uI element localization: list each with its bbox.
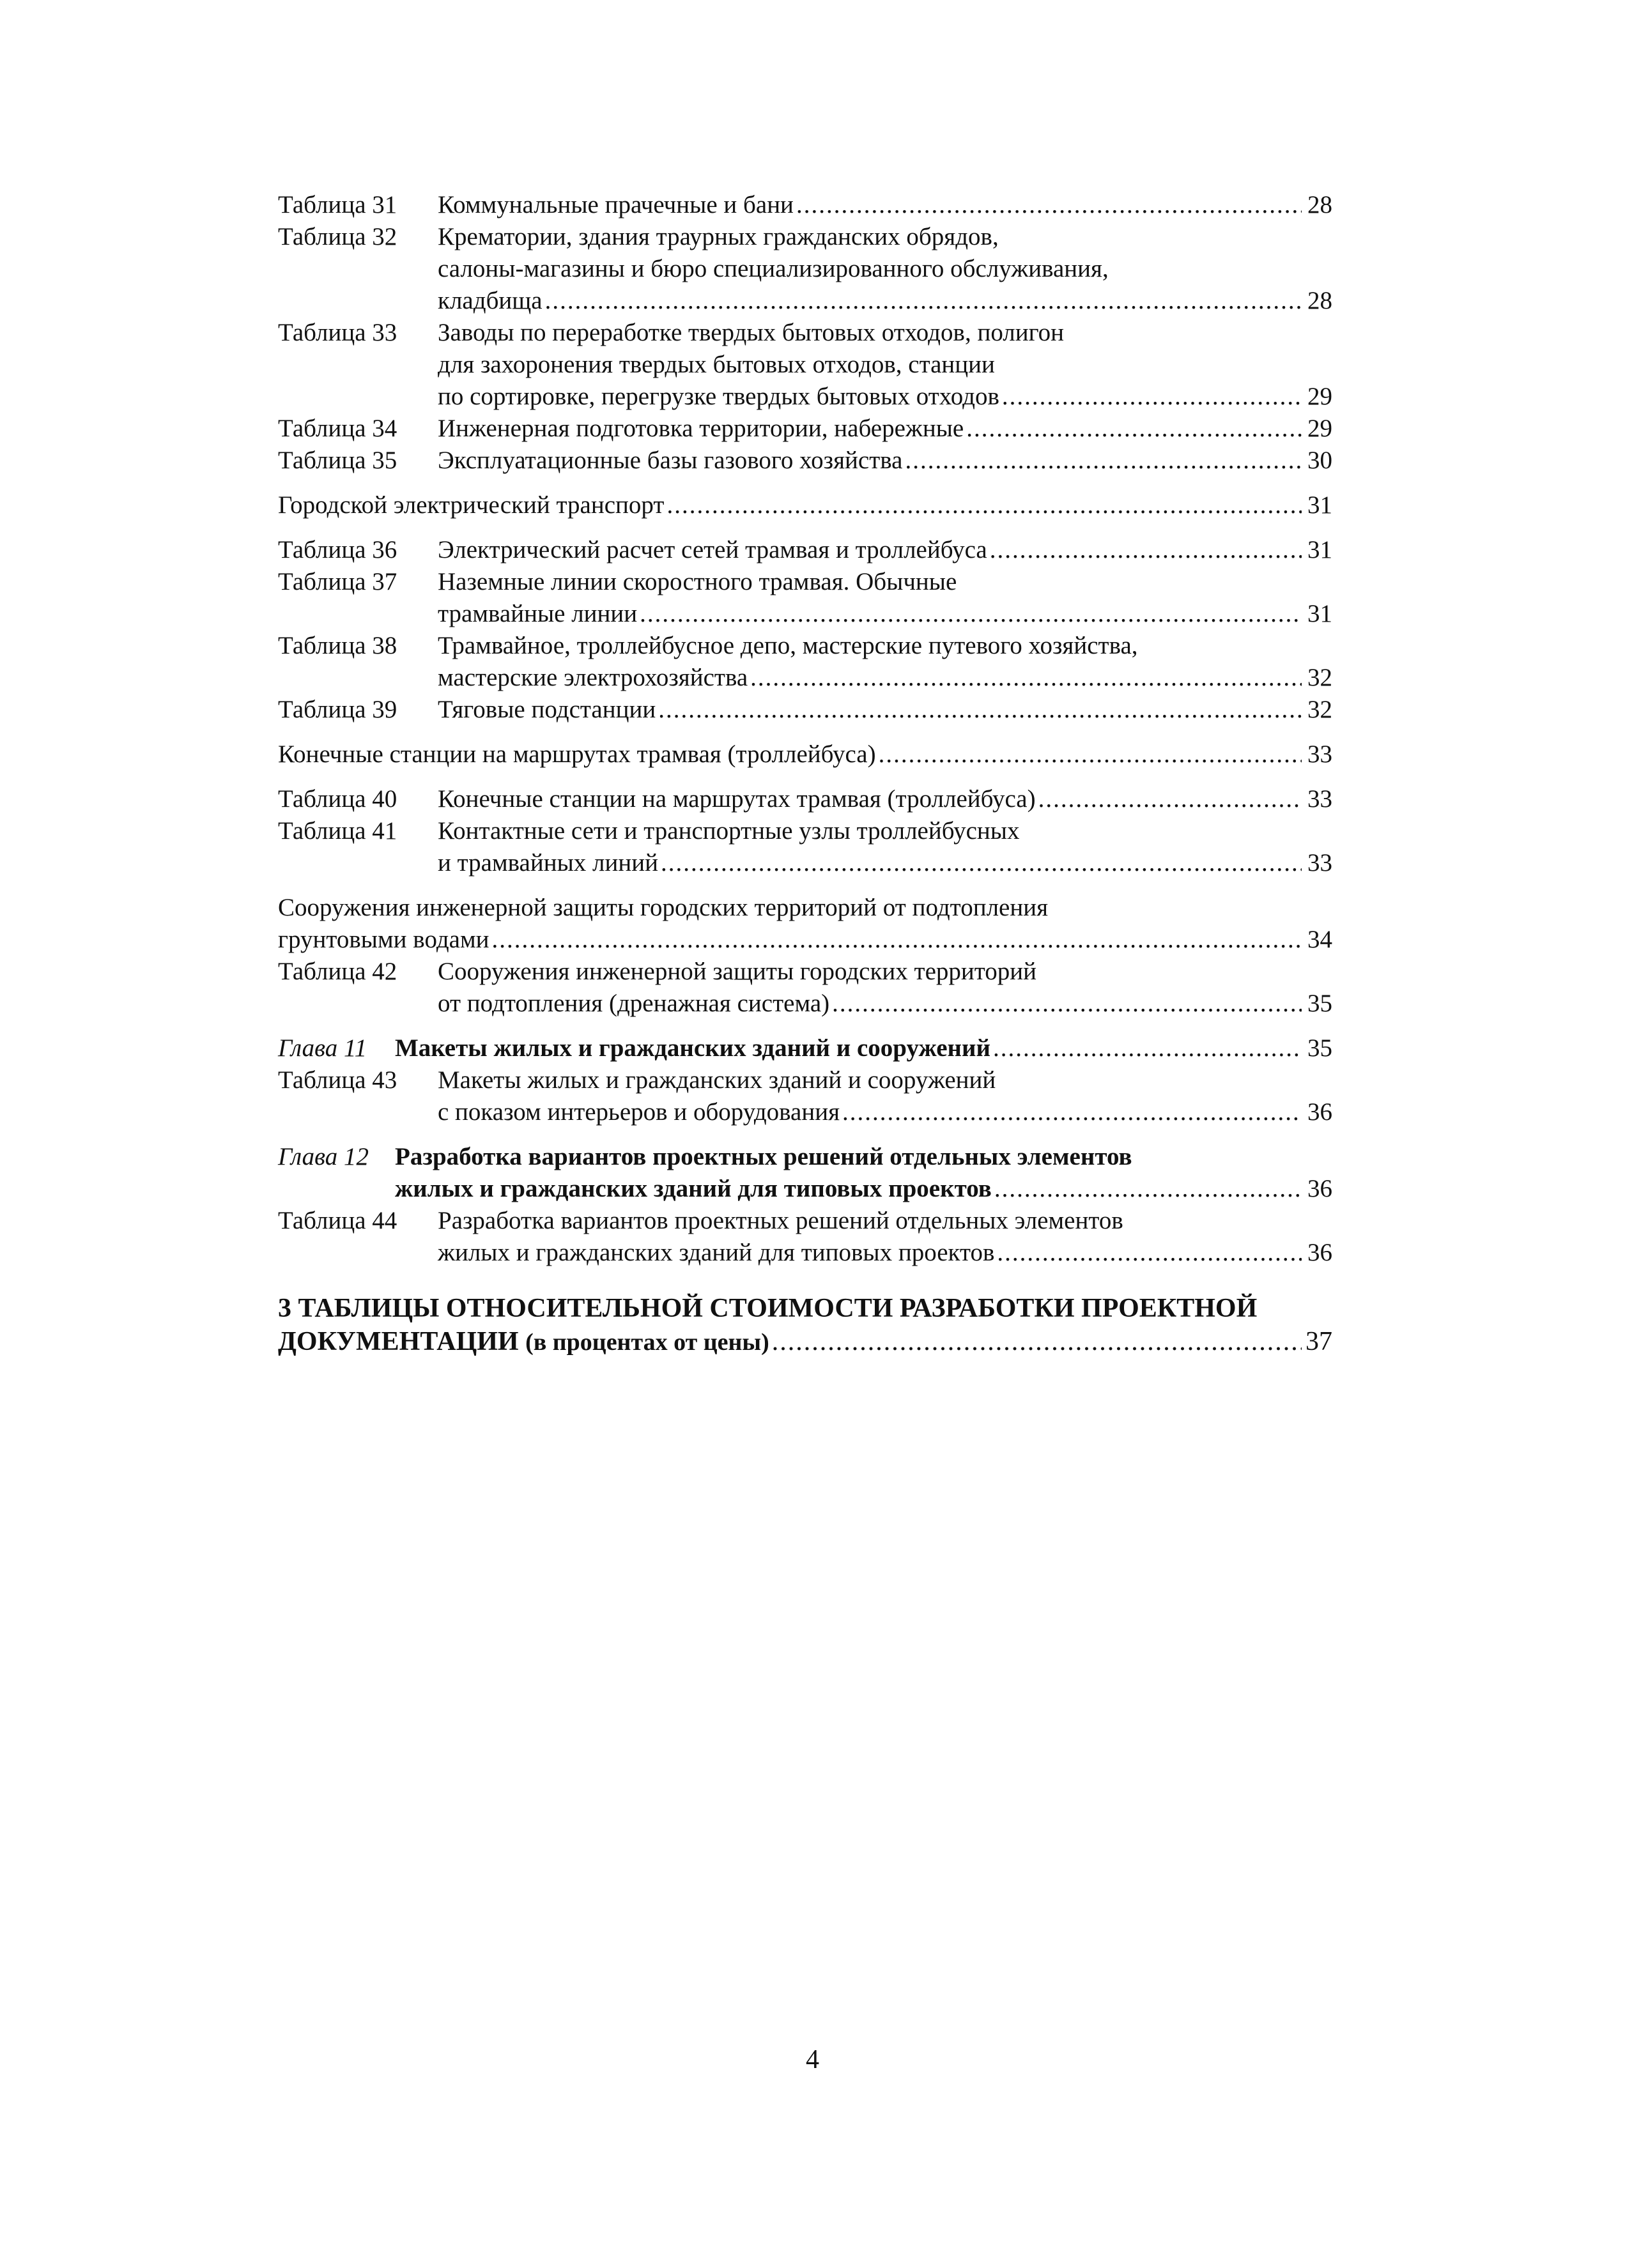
toc-title-line: Крематории, здания траурных гражданских обрядов, [438, 223, 999, 250]
toc-page: 32 [1307, 664, 1332, 691]
toc-page: 31 [1307, 536, 1332, 563]
toc-page: 29 [1307, 415, 1332, 442]
toc-entry-table-39[interactable] [278, 694, 1332, 726]
toc-page: 37 [1305, 1327, 1332, 1356]
dot-leader [832, 988, 1302, 1020]
toc-title-line: от подтопления (дренажная система) [438, 990, 830, 1017]
toc-title-line: Сооружения инженерной защиты городских территорий [438, 958, 1037, 985]
toc-title-line: трамвайные линии [438, 600, 638, 627]
toc-label: Таблица 38 [278, 632, 397, 659]
toc-page: 35 [1307, 1034, 1332, 1062]
toc-entry-table-34[interactable] [278, 413, 1332, 445]
toc-page: 29 [1307, 383, 1332, 410]
dot-leader [750, 662, 1302, 694]
toc-chapter-title: Макеты жилых и гражданских зданий и сооружений [395, 1034, 990, 1062]
toc-title-line: Разработка вариантов проектных решений отдельных элементов [438, 1207, 1123, 1234]
dot-leader [879, 739, 1302, 770]
toc-page: 33 [1307, 740, 1332, 768]
toc-title-line: Заводы по переработке твердых бытовых отходов, полигон [438, 319, 1065, 346]
toc-page: 31 [1307, 600, 1332, 627]
toc-entry-table-37[interactable] [278, 566, 1332, 630]
toc-entry-table-43[interactable] [278, 1064, 1332, 1128]
toc-entry-table-33[interactable] [278, 317, 1332, 413]
dot-leader [997, 1237, 1302, 1269]
dot-leader [545, 285, 1302, 317]
toc-entry-table-35[interactable] [278, 445, 1332, 477]
dot-leader [640, 598, 1302, 630]
toc-title-line: Макеты жилых и гражданских зданий и сооружений [438, 1066, 996, 1094]
toc-title-line: салоны-магазины и бюро специализированного обслуживания, [438, 255, 1109, 282]
toc-chapter-label: Глава 11 [278, 1034, 367, 1062]
dot-leader [658, 694, 1302, 726]
toc-label: Таблица 43 [278, 1066, 397, 1094]
toc-page: 31 [1307, 491, 1332, 519]
dot-leader [994, 1173, 1302, 1205]
toc-page: 36 [1307, 1175, 1332, 1202]
dot-leader [666, 489, 1302, 521]
toc-title: Эксплуатационные базы газового хозяйства [438, 447, 903, 474]
table-of-contents [278, 189, 1332, 1359]
toc-page: 33 [1307, 785, 1332, 813]
toc-entry-table-38[interactable] [278, 630, 1332, 694]
toc-heading-title-line: грунтовыми водами [278, 926, 489, 953]
toc-label: Таблица 40 [278, 785, 397, 813]
toc-title-line: кладбища [438, 287, 543, 314]
toc-section-title-line: ДОКУМЕНТАЦИИ [278, 1327, 519, 1356]
toc-label: Таблица 37 [278, 568, 397, 595]
dot-leader [1002, 381, 1302, 413]
toc-section-3[interactable] [278, 1292, 1332, 1359]
toc-title-line: Наземные линии скоростного трамвая. Обычные [438, 568, 957, 595]
toc-title-line: Контактные сети и транспортные узлы троллейбусных [438, 817, 1020, 845]
toc-label: Таблица 35 [278, 447, 397, 474]
dot-leader [772, 1325, 1302, 1358]
dot-leader [966, 413, 1302, 445]
toc-heading-title-line: Сооружения инженерной защиты городских территорий от подтопления [278, 894, 1049, 921]
toc-label: Таблица 32 [278, 223, 397, 250]
toc-chapter-title-line: жилых и гражданских зданий для типовых проектов [395, 1175, 992, 1202]
toc-title-line: Трамвайное, троллейбусное депо, мастерские путевого хозяйства, [438, 632, 1138, 659]
toc-title-line: мастерские электрохозяйства [438, 664, 748, 691]
toc-entry-table-40[interactable] [278, 783, 1332, 815]
toc-entry-table-44[interactable] [278, 1205, 1332, 1269]
toc-heading-terminal-stations[interactable] [278, 739, 1332, 770]
toc-section-title-line: 3 ТАБЛИЦЫ ОТНОСИТЕЛЬНОЙ СТОИМОСТИ РАЗРАБОТКИ ПРОЕКТНОЙ [278, 1294, 1258, 1323]
toc-title-line: жилых и гражданских зданий для типовых проектов [438, 1239, 995, 1266]
dot-leader [661, 847, 1302, 879]
dot-leader [796, 189, 1302, 221]
toc-title-line: с показом интерьеров и оборудования [438, 1098, 840, 1126]
toc-page: 28 [1307, 191, 1332, 218]
dot-leader [990, 534, 1302, 566]
toc-page: 34 [1307, 926, 1332, 953]
toc-heading-flood-protection[interactable] [278, 892, 1332, 956]
toc-label: Таблица 31 [278, 191, 397, 218]
toc-page: 36 [1307, 1239, 1332, 1266]
page-number: 4 [806, 2045, 819, 2074]
dot-leader [905, 445, 1302, 477]
toc-title-line: и трамвайных линий [438, 849, 658, 877]
toc-label: Таблица 36 [278, 536, 397, 563]
toc-chapter-title-line: Разработка вариантов проектных решений отдельных элементов [395, 1143, 1132, 1170]
dot-leader [842, 1096, 1302, 1128]
dot-leader [492, 924, 1302, 956]
toc-page: 28 [1307, 287, 1332, 314]
toc-title: Конечные станции на маршрутах трамвая (троллейбуса) [438, 785, 1036, 813]
toc-title-line: для захоронения твердых бытовых отходов, станции [438, 351, 995, 378]
dot-leader [993, 1032, 1302, 1064]
toc-label: Таблица 34 [278, 415, 397, 442]
toc-entry-table-42[interactable] [278, 956, 1332, 1020]
toc-label: Таблица 42 [278, 958, 397, 985]
toc-chapter-label: Глава 12 [278, 1143, 369, 1170]
toc-label: Таблица 33 [278, 319, 397, 346]
toc-entry-table-31[interactable] [278, 189, 1332, 221]
toc-heading-title: Конечные станции на маршрутах трамвая (троллейбуса) [278, 740, 876, 768]
toc-page: 35 [1307, 990, 1332, 1017]
toc-entry-table-32[interactable] [278, 221, 1332, 317]
toc-label: Таблица 44 [278, 1207, 397, 1234]
dot-leader [1038, 783, 1302, 815]
toc-section-suffix: (в процентах от цены) [525, 1329, 769, 1356]
toc-label: Таблица 39 [278, 696, 397, 723]
toc-page: 36 [1307, 1098, 1332, 1126]
toc-label: Таблица 41 [278, 817, 397, 845]
toc-title-line: по сортировке, перегрузке твердых бытовых отходов [438, 383, 999, 410]
toc-heading-title: Городской электрический транспорт [278, 491, 665, 519]
toc-heading-electric-transport[interactable] [278, 489, 1332, 521]
toc-title: Инженерная подготовка территории, набережные [438, 415, 964, 442]
toc-title: Электрический расчет сетей трамвая и троллейбуса [438, 536, 987, 563]
toc-entry-table-36[interactable] [278, 534, 1332, 566]
toc-page: 32 [1307, 696, 1332, 723]
toc-chapter-12[interactable] [278, 1141, 1332, 1205]
toc-page: 33 [1307, 849, 1332, 877]
toc-page: 30 [1307, 447, 1332, 474]
toc-chapter-11[interactable] [278, 1032, 1332, 1064]
toc-entry-table-41[interactable] [278, 815, 1332, 879]
toc-title: Коммунальные прачечные и бани [438, 191, 794, 218]
toc-title: Тяговые подстанции [438, 696, 656, 723]
